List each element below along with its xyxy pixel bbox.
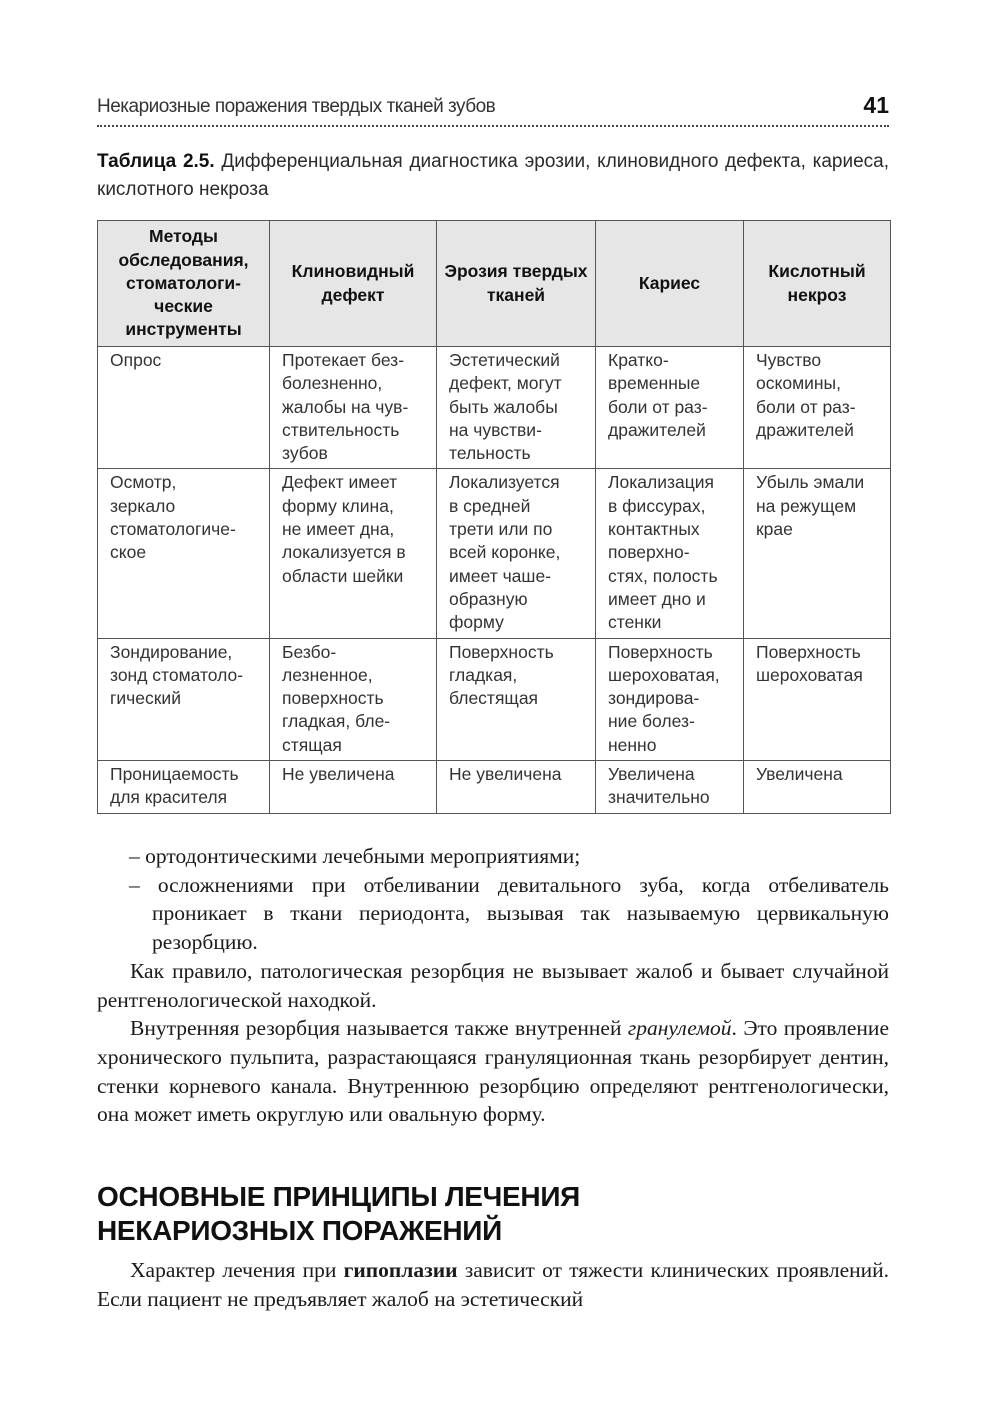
bold-term: гипоплазии: [343, 1258, 458, 1282]
table-cell: Локализуется в средней трети или по всей коронке, имеет чаше- образную форму: [437, 469, 596, 638]
table-cell: Локализация в фиссурах, контактных поверхно- стях, полость имеет дно и стенки: [596, 469, 744, 638]
table-cell: Зондирование, зонд стоматоло- гический: [98, 638, 270, 760]
page-number: 41: [863, 92, 889, 118]
differential-diagnosis-table: [97, 220, 891, 814]
table-cell: Эстетический дефект, могут быть жалобы на чувстви- тельность: [437, 347, 596, 469]
paragraph: Как правило, патологическая резорбция не вызывает жалоб и бывает случайной рентгенологической находкой.: [97, 958, 889, 1012]
column-header: Кариес: [596, 221, 744, 347]
table-cell: Дефект имеет форму клина, не имеет дна, локализуется в области шейки: [270, 469, 437, 638]
header-divider: [97, 125, 889, 127]
paragraph: [97, 1014, 889, 1129]
paragraph-text: Характер лечения при: [130, 1258, 344, 1282]
column-header: Кислотный некроз: [744, 221, 891, 347]
section-heading: [97, 1180, 889, 1248]
table-cell: Опрос: [98, 347, 270, 469]
table-cell: Чувство оскомины, боли от раз- дражителей: [744, 347, 891, 469]
table-row: [98, 469, 891, 638]
table-cell: Не увеличена: [437, 761, 596, 814]
body-text: [97, 842, 889, 1129]
table-caption-label: Таблица 2.5.: [97, 151, 215, 172]
table-cell: Убыль эмали на режущем крае: [744, 469, 891, 638]
section-heading-line: ОСНОВНЫЕ ПРИНЦИПЫ ЛЕЧЕНИЯ: [97, 1181, 580, 1212]
table-cell: Протекает без- болезненно, жалобы на чув- ствительность зубов: [270, 347, 437, 469]
italic-term: гранулемой: [627, 1016, 732, 1041]
table-cell: Поверхность шероховатая: [744, 638, 891, 760]
section-body: [97, 1256, 889, 1314]
table-cell: Поверхность шероховатая, зондирова- ние болез- ненно: [596, 638, 744, 760]
table-cell: Не увеличена: [270, 761, 437, 814]
table-row: [98, 638, 891, 760]
table-cell: Поверхность гладкая, блестящая: [437, 638, 596, 760]
table-row: [98, 761, 891, 814]
column-header: Эрозия твердых тканей: [437, 221, 596, 347]
paragraph: [97, 1256, 889, 1314]
table-cell: Безбо- лезненное, поверхность гладкая, бле- стящая: [270, 638, 437, 760]
column-header: Методы обследования, стоматологи-ческие инструменты: [98, 221, 270, 347]
list-item: – ортодонтическими лечебными мероприятиями;: [129, 844, 581, 868]
table-caption-text: Дифференциальная диагностика эрозии, клиновидного дефекта, кариеса, кислотного некроза: [97, 151, 889, 200]
paragraph-text: зависит от тяжести клинических проявлений. Если пациент не предъявляет жалоб на эстетический: [97, 1258, 890, 1311]
table-cell: Увеличена значительно: [596, 761, 744, 814]
table-header-row: [98, 221, 891, 347]
table-cell: Кратко- временные боли от раз- дражителей: [596, 347, 744, 469]
table-row: [98, 347, 891, 469]
table-cell: Проницаемость для красителя: [98, 761, 270, 814]
paragraph-text: . Это проявление хронического пульпита, разрастающаяся грануляционная ткань резорбирует дентин, стенки корневого канала. Внутреннюю резорбцию определяют рентгенологически, она может иметь округлую или овальную форму.: [97, 1016, 889, 1127]
running-title: Некариозные поражения твердых тканей зубов: [97, 96, 496, 117]
list-item: – осложнениями при отбеливании девитального зуба, когда отбеливатель проникает в ткани периодонта, вызывая так называемую цервикальную резорбцию.: [129, 872, 889, 955]
section-heading-line: НЕКАРИОЗНЫХ ПОРАЖЕНИЙ: [97, 1215, 502, 1246]
paragraph-text: Внутренняя резорбция называется также внутренней: [130, 1016, 628, 1041]
column-header: Клиновидный дефект: [270, 221, 437, 347]
table-cell: Осмотр, зеркало стоматологиче- ское: [98, 469, 270, 638]
table-caption: [97, 148, 889, 204]
table-cell: Увеличена: [744, 761, 891, 814]
